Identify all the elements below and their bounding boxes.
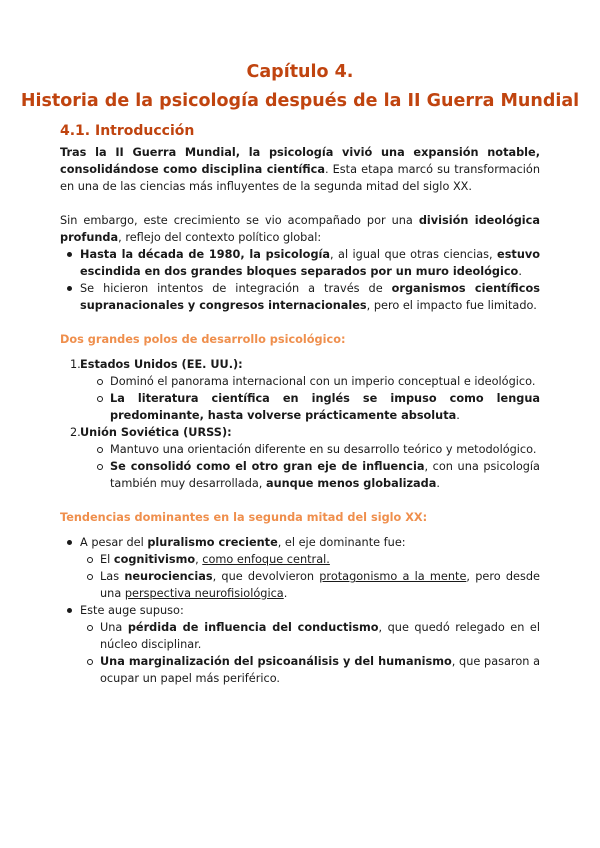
sub-list	[80, 619, 540, 687]
intro-paragraph-2: Sin embargo, este crecimiento se vio acompañado por una división ideológica profunda, reflejo del contexto político global:	[60, 214, 540, 244]
intro-bullet-list	[60, 246, 540, 314]
list-item: Dominó el panorama internacional con un imperio conceptual e ideológico.	[110, 373, 540, 390]
poles-list	[60, 356, 540, 492]
list-item: Hasta la década de 1980, la psicología, al igual que otras ciencias, estuvo escindida en dos grandes bloques separados por un muro ideológico.	[80, 248, 541, 278]
list-item: Las neurociencias, que devolvieron protagonismo a la mente, pero desde una perspectiva neurofisiológica.	[100, 570, 540, 600]
intro-paragraph-1: Tras la II Guerra Mundial, la psicología vivió una expansión notable, consolidándose como disciplina científica. Esta etapa marcó su transformación en una de las ciencias más influyentes de la segunda mitad del siglo XX.	[60, 146, 540, 193]
list-item: La literatura científica en inglés se impuso como lengua predominante, hasta volverse prácticamente absoluta.	[110, 392, 540, 422]
sub-list	[70, 441, 540, 492]
list-item: Una pérdida de influencia del conductismo, que quedó relegado en el núcleo disciplinar.	[100, 621, 540, 651]
list-item: Este auge supuso: Una pérdida de influencia del conductismo, que quedó relegado en el núcleo disciplinar. Una marginalización del psicoanálisis y del humanismo, que pasaron a ocupar un papel más periférico.	[80, 604, 541, 685]
list-item: A pesar del pluralismo creciente, el eje dominante fue: El cognitivismo, como enfoque central. Las neurociencias, que devolvieron protagonismo a la mente, pero desde una perspectiva neurofisiológica.	[80, 536, 540, 600]
chapter-number: Capítulo 4.	[246, 62, 354, 82]
sub-list	[70, 373, 540, 424]
poles-heading: Dos grandes polos de desarrollo psicológico:	[60, 333, 346, 346]
trends-list	[60, 534, 540, 687]
list-item: El cognitivismo, como enfoque central.	[100, 551, 540, 568]
list-item: Una marginalización del psicoanálisis y del humanismo, que pasaron a ocupar un papel más periférico.	[100, 655, 541, 685]
section-title: 4.1. Introducción	[60, 123, 195, 139]
list-item: Mantuvo una orientación diferente en su desarrollo teórico y metodológico.	[110, 441, 540, 458]
list-item: Se hicieron intentos de integración a través de organismos científicos supranacionales y congresos internacionales, pero el impacto fue limitado.	[80, 282, 540, 312]
trends-heading: Tendencias dominantes en la segunda mitad del siglo XX:	[60, 511, 428, 524]
section-content	[60, 144, 540, 687]
chapter-title: Historia de la psicología después de la II Guerra Mundial	[20, 91, 580, 111]
sub-list	[80, 551, 540, 602]
list-item: 2.Unión Soviética (URSS): Mantuvo una orientación diferente en su desarrollo teórico y metodológico. Se consolidó como el otro gran eje de influencia, con una psicología también muy desarrollada, aunque menos globalizada.	[70, 426, 540, 490]
list-item: 1.Estados Unidos (EE. UU.): Dominó el panorama internacional con un imperio conceptual e ideológico. La literatura científica en inglés se impuso como lengua predominante, hasta volverse prácticamente absoluta.	[70, 358, 540, 422]
list-item: Se consolidó como el otro gran eje de influencia, con una psicología también muy desarrollada, aunque menos globalizada.	[110, 460, 540, 490]
